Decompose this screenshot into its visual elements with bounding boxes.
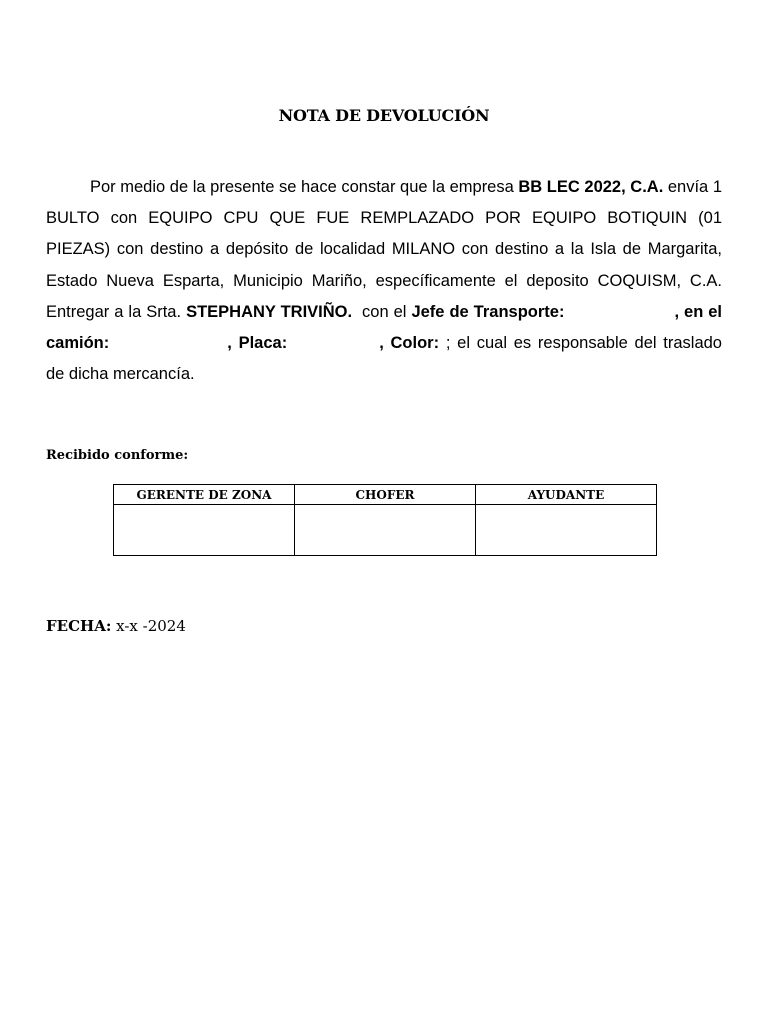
signature-table (113, 484, 657, 556)
closing-text: ; el cual es responsable del traslado de dicha mercancía. (46, 334, 722, 384)
signature-cell-gerente[interactable] (114, 505, 295, 556)
date-label: FECHA: (46, 617, 112, 635)
color-label: , Color: (379, 334, 440, 353)
con-el-text: con el (362, 302, 407, 321)
body-paragraph (46, 172, 722, 390)
header-ayudante: AYUDANTE (476, 485, 657, 505)
document-title: NOTA DE DEVOLUCIÓN (278, 106, 490, 125)
signature-row (114, 505, 657, 556)
recipient-name: STEPHANY TRIVIÑO. (186, 302, 353, 321)
intro-text: Por medio de la presente se hace constar que la empresa (90, 178, 514, 196)
header-chofer: CHOFER (295, 485, 476, 505)
company-name: BB LEC 2022, C.A. (518, 178, 664, 196)
date-value: x-x -2024 (116, 617, 186, 635)
signature-cell-ayudante[interactable] (476, 505, 657, 556)
camion-label: , en el camión: (46, 302, 723, 353)
header-gerente-de-zona: GERENTE DE ZONA (114, 485, 295, 505)
signature-cell-chofer[interactable] (295, 505, 476, 556)
received-label: Recibido conforme: (46, 448, 189, 463)
placa-label: , Placa: (227, 334, 288, 353)
signature-header-row (114, 485, 657, 505)
date-line (46, 617, 186, 635)
shipment-description: envía 1 BULTO con EQUIPO CPU QUE FUE REMPLAZADO POR EQUIPO BOTIQUIN (01 PIEZAS) con destino a depósito de localidad MILANO con destino a la Isla de Margarita, Estado Nueva Esparta, Municipio Mariño, específicamente el deposito COQUISM, C.A. Entregar a la Srta. (46, 178, 723, 321)
jefe-transporte-label: Jefe de Transporte: (411, 302, 565, 321)
